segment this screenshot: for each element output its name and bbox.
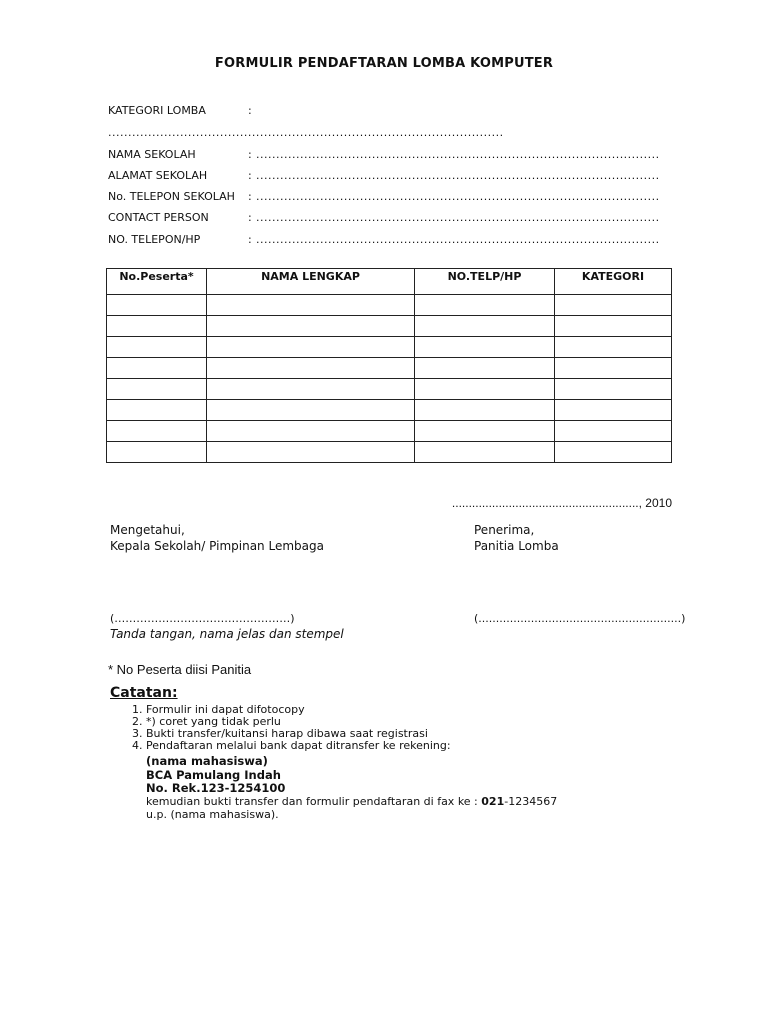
left-signature-blank: (…………………………………………) <box>110 612 295 625</box>
catatan-label: Catatan <box>110 685 172 701</box>
field-colon: : <box>248 169 252 182</box>
field-colon: : <box>248 190 252 203</box>
table-cell[interactable] <box>555 400 672 421</box>
field-dotted-line: ..................................................................................................... <box>256 148 660 161</box>
table-cell[interactable] <box>207 400 415 421</box>
list-item: 1. Formulir ini dapat difotocopy <box>146 704 706 716</box>
table-cell[interactable] <box>207 316 415 337</box>
column-header-kategori: KATEGORI <box>555 269 672 295</box>
asterisk-note: * No Peserta diisi Panitia <box>108 662 252 677</box>
participant-table <box>106 268 672 463</box>
table-cell[interactable] <box>107 421 207 442</box>
table-cell[interactable] <box>207 379 415 400</box>
table-cell[interactable] <box>415 379 555 400</box>
table-cell[interactable] <box>415 400 555 421</box>
catatan-heading <box>110 685 178 701</box>
table-cell[interactable] <box>555 421 672 442</box>
field-label: KATEGORI LOMBA <box>108 104 206 117</box>
field-colon: : <box>248 211 252 224</box>
left-signer-line1: Mengetahui, <box>110 523 185 537</box>
table-cell[interactable] <box>555 442 672 463</box>
table-cell[interactable] <box>207 442 415 463</box>
field-dotted-line: ..................................................................................................... <box>256 211 660 224</box>
field-telepon-hp <box>108 233 660 246</box>
fax-number: -1234567 <box>504 795 558 808</box>
right-signer-line2: Panitia Lomba <box>474 539 559 553</box>
table-cell[interactable] <box>415 337 555 358</box>
right-signer-line1: Penerima, <box>474 523 535 537</box>
field-kategori-lomba <box>108 104 256 117</box>
table-cell[interactable] <box>207 421 415 442</box>
table-cell[interactable] <box>415 295 555 316</box>
column-header-no-telp: NO.TELP/HP <box>415 269 555 295</box>
table-cell[interactable] <box>555 316 672 337</box>
table-cell[interactable] <box>107 400 207 421</box>
fax-text: kemudian bukti transfer dan formulir pendaftaran di fax ke : <box>146 795 482 808</box>
table-cell[interactable] <box>415 358 555 379</box>
field-label: No. TELEPON SEKOLAH <box>108 190 235 203</box>
field-colon: : <box>248 233 252 246</box>
fax-instruction <box>146 795 557 808</box>
bank-name: BCA Pamulang Indah <box>146 768 281 782</box>
table-cell[interactable] <box>207 358 415 379</box>
signature-caption: Tanda tangan, nama jelas dan stempel <box>110 627 344 641</box>
table-cell[interactable] <box>207 337 415 358</box>
list-item: 4. Pendaftaran melalui bank dapat ditransfer ke rekening: <box>146 740 706 752</box>
table-cell[interactable] <box>555 295 672 316</box>
field-dotted-line: ..................................................................................................... <box>256 169 660 182</box>
table-cell[interactable] <box>415 316 555 337</box>
field-kategori-continuation <box>108 126 504 139</box>
field-label: NAMA SEKOLAH <box>108 148 196 161</box>
field-dotted-line: ..................................................................................................... <box>256 233 660 246</box>
field-dotted-line: ................................................................................................... <box>108 126 504 139</box>
table-cell[interactable] <box>107 337 207 358</box>
up-line: u.p. (nama mahasiswa). <box>146 808 279 821</box>
catatan-colon: : <box>171 685 178 701</box>
table-row <box>107 337 672 358</box>
table-cell[interactable] <box>107 442 207 463</box>
bank-account-holder: (nama mahasiswa) <box>146 754 268 768</box>
table-cell[interactable] <box>555 358 672 379</box>
bank-account-number: No. Rek.123-1254100 <box>146 781 286 795</box>
table-cell[interactable] <box>107 295 207 316</box>
list-item: 3. Bukti transfer/kuitansi harap dibawa saat registrasi <box>146 728 706 740</box>
field-dotted-line: ..................................................................................................... <box>256 190 660 203</box>
right-signature-blank: (..........................................................) <box>474 612 686 625</box>
table-cell[interactable] <box>555 379 672 400</box>
table-cell[interactable] <box>107 358 207 379</box>
column-header-nama-lengkap: NAMA LENGKAP <box>207 269 415 295</box>
table-row <box>107 358 672 379</box>
table-cell[interactable] <box>415 421 555 442</box>
table-cell[interactable] <box>107 316 207 337</box>
fax-prefix: 021 <box>481 795 505 808</box>
table-row <box>107 316 672 337</box>
table-cell[interactable] <box>207 295 415 316</box>
list-item: 2. *) coret yang tidak perlu <box>146 716 706 728</box>
table-cell[interactable] <box>107 379 207 400</box>
field-nama-sekolah <box>108 148 660 161</box>
table-cell[interactable] <box>555 337 672 358</box>
form-title: FORMULIR PENDAFTARAN LOMBA KOMPUTER <box>214 56 554 71</box>
table-row <box>107 295 672 316</box>
table-cell[interactable] <box>415 442 555 463</box>
field-colon: : <box>248 104 252 117</box>
field-telepon-sekolah <box>108 190 660 203</box>
field-alamat-sekolah <box>108 169 660 182</box>
table-row <box>107 442 672 463</box>
left-signer-line2: Kepala Sekolah/ Pimpinan Lembaga <box>110 539 324 553</box>
catatan-list <box>110 704 706 752</box>
field-contact-person <box>108 211 660 224</box>
field-label: NO. TELEPON/HP <box>108 233 201 246</box>
table-row <box>107 400 672 421</box>
field-label: ALAMAT SEKOLAH <box>108 169 208 182</box>
table-row <box>107 379 672 400</box>
table-header-row <box>107 269 672 295</box>
table-row <box>107 421 672 442</box>
date-line: ........................................................, 2010 <box>451 496 672 510</box>
column-header-no-peserta: No.Peserta* <box>107 269 207 295</box>
field-label: CONTACT PERSON <box>108 211 209 224</box>
field-colon: : <box>248 148 252 161</box>
